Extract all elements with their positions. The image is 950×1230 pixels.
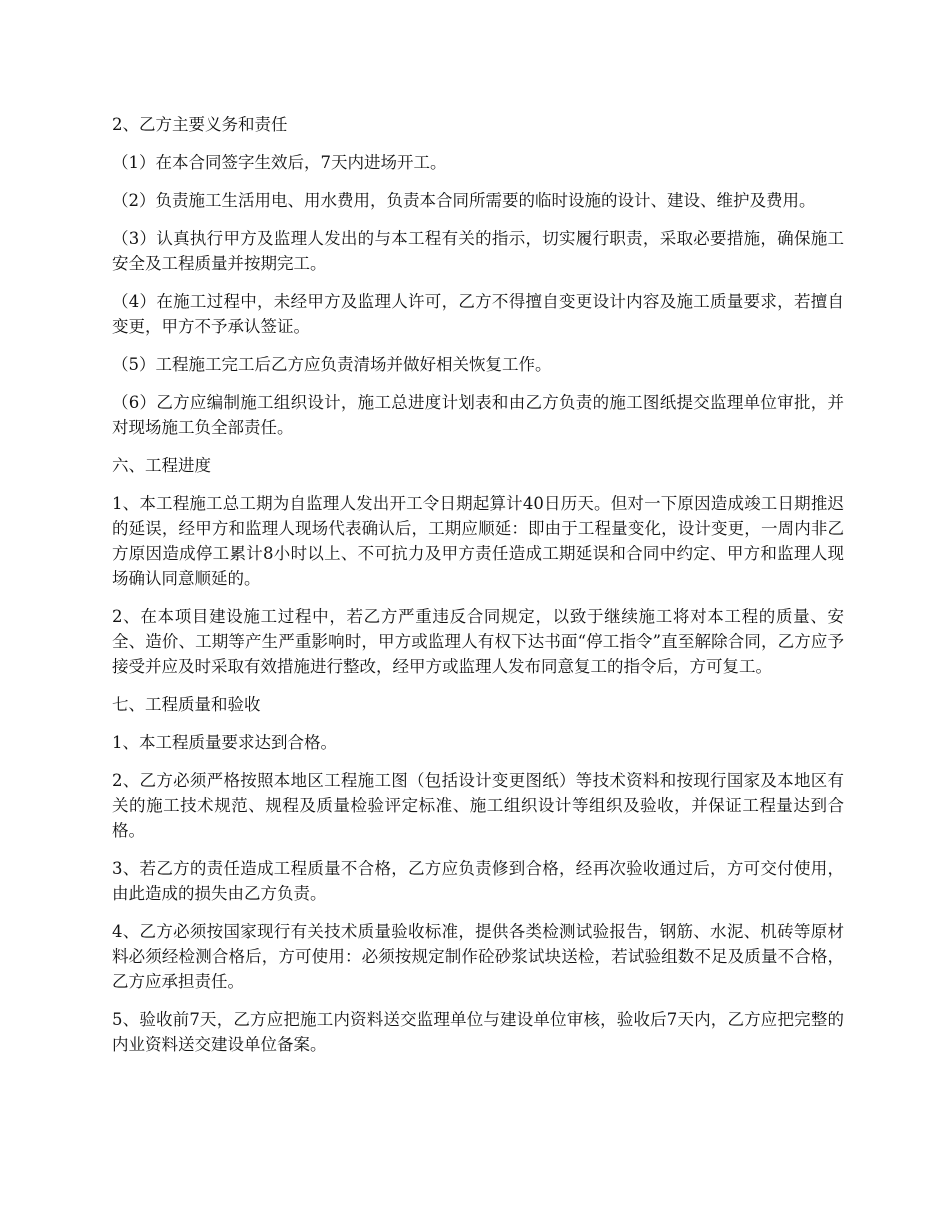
document-page [112,112,844,1070]
clause-quality-4: 4、乙方必须按国家现行有关技术质量验收标准，提供各类检测试验报告，钢筋、水泥、机砖等原材料必须经检测合格后，方可使用：必须按规定制作砼砂浆试块送检，若试验组数不足及质量不合格，乙方应承担责任。 [112,922,844,991]
clause-b6-construction-plan: （6）乙方应编制施工组织设计，施工总进度计划表和由乙方负责的施工图纸提交监理单位审批，并对现场施工负全部责任。 [112,393,844,437]
section-heading-schedule: 六、工程进度 [112,456,211,475]
clause-quality-3: 3、若乙方的责任造成工程质量不合格，乙方应负责修到合格，经再次验收通过后，方可交付使用，由此造成的损失由乙方负责。 [112,859,844,903]
clause-b2-utilities: （2）负责施工生活用电、用水费用，负责本合同所需要的临时设施的设计、建设、维护及费用。 [112,191,816,210]
section-heading-party-b-duties: 2、乙方主要义务和责任 [112,115,288,134]
section-heading-quality: 七、工程质量和验收 [112,695,261,714]
clause-schedule-1: 1、本工程施工总工期为自监理人发出开工令日期起算计40日历天。但对一下原因造成竣工日期推迟的延误，经甲方和监理人现场代表确认后，工期应顺延：即由于工程量变化，设计变更，一周内非乙方原因造成停工累计8小时以上、不可抗力及甲方责任造成工期延误和合同中约定、甲方和监理人现场确认同意顺延的。 [112,494,844,588]
clause-b3-instructions: （3）认真执行甲方及监理人发出的与本工程有关的指示，切实履行职责，采取必要措施，确保施工安全及工程质量并按期完工。 [112,229,844,273]
clause-quality-1: 1、本工程质量要求达到合格。 [112,733,337,752]
clause-b5-cleanup: （5）工程施工完工后乙方应负责清场并做好相关恢复工作。 [112,355,552,374]
clause-schedule-2: 2、在本项目建设施工过程中，若乙方严重违反合同规定，以致于继续施工将对本工程的质量、安全、造价、工期等产生严重影响时，甲方或监理人有权下达书面“停工指令”直至解除合同，乙方应予接受并应及时采取有效措施进行整改，经甲方或监理人发布同意复工的指令后，方可复工。 [112,607,844,676]
clause-b1-start-work: （1）在本合同签字生效后，7天内进场开工。 [112,153,447,172]
clause-quality-5: 5、验收前7天，乙方应把施工内资料送交监理单位与建设单位审核，验收后7天内，乙方应把完整的内业资料送交建设单位备案。 [112,1010,844,1054]
clause-quality-2: 2、乙方必须严格按照本地区工程施工图（包括设计变更图纸）等技术资料和按现行国家及本地区有关的施工技术规范、规程及质量检验评定标准、施工组织设计等组织及验收，并保证工程量达到合格。 [112,771,844,840]
clause-b4-design-changes: （4）在施工过程中，未经甲方及监理人许可，乙方不得擅自变更设计内容及施工质量要求，若擅自变更，甲方不予承认签证。 [112,292,844,336]
